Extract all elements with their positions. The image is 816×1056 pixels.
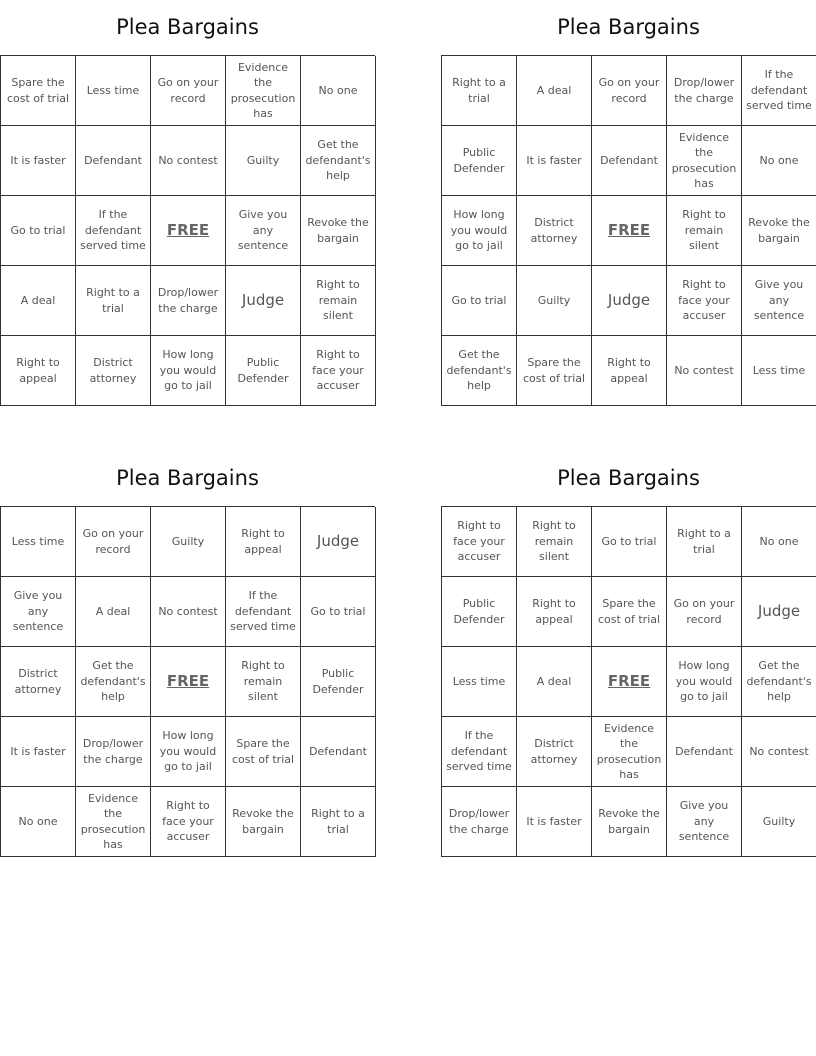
bingo-cell: If the defendant served time [226, 577, 301, 647]
bingo-cell: Evidence the prosecution has [667, 126, 742, 196]
bingo-cell: District attorney [517, 196, 592, 266]
bingo-cell: Spare the cost of trial [592, 577, 667, 647]
bingo-cell: Revoke the bargain [742, 196, 816, 266]
bingo-cell: Guilty [151, 507, 226, 577]
bingo-cell: Go to trial [301, 577, 376, 647]
bingo-cell: How long you would go to jail [151, 717, 226, 787]
bingo-cell: Drop/lower the charge [151, 266, 226, 336]
bingo-cell: Spare the cost of trial [1, 56, 76, 126]
bingo-cell: Get the defendant's help [742, 647, 816, 717]
bingo-cell: Give you any sentence [226, 196, 301, 266]
bingo-cell: Guilty [226, 126, 301, 196]
bingo-cell: Less time [442, 647, 517, 717]
bingo-cell: Get the defendant's help [301, 126, 376, 196]
bingo-card-3 [0, 451, 375, 857]
bingo-cell: Right to remain silent [301, 266, 376, 336]
bingo-cell: Right to remain silent [517, 507, 592, 577]
bingo-cell: Evidence the prosecution has [76, 787, 151, 857]
bingo-cell: Defendant [301, 717, 376, 787]
bingo-cell: A deal [1, 266, 76, 336]
bingo-cell: Guilty [517, 266, 592, 336]
bingo-cell: Give you any sentence [742, 266, 816, 336]
bingo-cell: Right to a trial [76, 266, 151, 336]
bingo-cell: A deal [517, 56, 592, 126]
card-title: Plea Bargains [557, 465, 700, 490]
bingo-cell: Go to trial [442, 266, 517, 336]
bingo-cell: Less time [742, 336, 816, 406]
bingo-cell: Right to a trial [301, 787, 376, 857]
bingo-cell: If the defendant served time [742, 56, 816, 126]
bingo-cell: Less time [1, 507, 76, 577]
bingo-cell: Public Defender [226, 336, 301, 406]
bingo-cell: No one [301, 56, 376, 126]
bingo-cell: Judge [592, 266, 667, 336]
bingo-card-2 [441, 0, 816, 406]
bingo-cell: Right to a trial [667, 507, 742, 577]
bingo-cell: Right to appeal [517, 577, 592, 647]
bingo-cell: It is faster [1, 717, 76, 787]
bingo-cell: It is faster [517, 787, 592, 857]
bingo-cell: Right to appeal [226, 507, 301, 577]
bingo-cell: Right to remain silent [667, 196, 742, 266]
bingo-cell: Right to a trial [442, 56, 517, 126]
free-space: FREE [592, 647, 667, 717]
bingo-cell: Go to trial [1, 196, 76, 266]
bingo-cell: Revoke the bargain [592, 787, 667, 857]
bingo-cell: Right to face your accuser [667, 266, 742, 336]
card-title: Plea Bargains [557, 14, 700, 39]
bingo-cell: No contest [742, 717, 816, 787]
bingo-cell: It is faster [517, 126, 592, 196]
bingo-cell: No one [1, 787, 76, 857]
card-title: Plea Bargains [116, 465, 259, 490]
bingo-card-4 [441, 451, 816, 857]
card-title: Plea Bargains [116, 14, 259, 39]
bingo-cell: No contest [667, 336, 742, 406]
bingo-cell: Revoke the bargain [226, 787, 301, 857]
bingo-cell: Right to appeal [592, 336, 667, 406]
bingo-cell: No one [742, 126, 816, 196]
bingo-cell: Right to appeal [1, 336, 76, 406]
bingo-grid [441, 506, 816, 857]
bingo-cell: Spare the cost of trial [226, 717, 301, 787]
bingo-cell: Get the defendant's help [442, 336, 517, 406]
bingo-cell: Public Defender [442, 577, 517, 647]
bingo-cell: Go to trial [592, 507, 667, 577]
bingo-cell: Evidence the prosecution has [226, 56, 301, 126]
bingo-cell: No contest [151, 577, 226, 647]
bingo-cell: Go on your record [151, 56, 226, 126]
bingo-cell: Revoke the bargain [301, 196, 376, 266]
bingo-cell: Defendant [592, 126, 667, 196]
bingo-cell: Get the defendant's help [76, 647, 151, 717]
bingo-cell: No one [742, 507, 816, 577]
bingo-grid [0, 506, 375, 857]
bingo-cell: Judge [742, 577, 816, 647]
bingo-cell: Right to face your accuser [151, 787, 226, 857]
bingo-cell: Go on your record [592, 56, 667, 126]
bingo-cell: Defendant [667, 717, 742, 787]
bingo-cell: Public Defender [442, 126, 517, 196]
bingo-cell: How long you would go to jail [151, 336, 226, 406]
bingo-cell: Evidence the prosecution has [592, 717, 667, 787]
bingo-cell: If the defendant served time [442, 717, 517, 787]
bingo-cell: District attorney [517, 717, 592, 787]
bingo-cell: Go on your record [76, 507, 151, 577]
bingo-cell: It is faster [1, 126, 76, 196]
bingo-cell: Right to face your accuser [301, 336, 376, 406]
bingo-cell: A deal [517, 647, 592, 717]
bingo-cell: Drop/lower the charge [667, 56, 742, 126]
bingo-cell: Judge [226, 266, 301, 336]
bingo-cell: Go on your record [667, 577, 742, 647]
bingo-cell: How long you would go to jail [667, 647, 742, 717]
bingo-cell: Right to face your accuser [442, 507, 517, 577]
bingo-cell: Right to remain silent [226, 647, 301, 717]
bingo-cell: District attorney [1, 647, 76, 717]
bingo-cell: Drop/lower the charge [442, 787, 517, 857]
free-space: FREE [151, 647, 226, 717]
bingo-cell: Drop/lower the charge [76, 717, 151, 787]
bingo-cell: Defendant [76, 126, 151, 196]
bingo-cell: Public Defender [301, 647, 376, 717]
bingo-cell: How long you would go to jail [442, 196, 517, 266]
bingo-cell: Judge [301, 507, 376, 577]
bingo-grid [441, 55, 816, 406]
bingo-cell: If the defendant served time [76, 196, 151, 266]
bingo-cell: Give you any sentence [1, 577, 76, 647]
bingo-cell: District attorney [76, 336, 151, 406]
bingo-card-1 [0, 0, 375, 406]
bingo-grid [0, 55, 375, 406]
bingo-cell: Guilty [742, 787, 816, 857]
bingo-cell: No contest [151, 126, 226, 196]
bingo-cell: Spare the cost of trial [517, 336, 592, 406]
free-space: FREE [151, 196, 226, 266]
bingo-cell: A deal [76, 577, 151, 647]
bingo-cell: Give you any sentence [667, 787, 742, 857]
bingo-cell: Less time [76, 56, 151, 126]
free-space: FREE [592, 196, 667, 266]
